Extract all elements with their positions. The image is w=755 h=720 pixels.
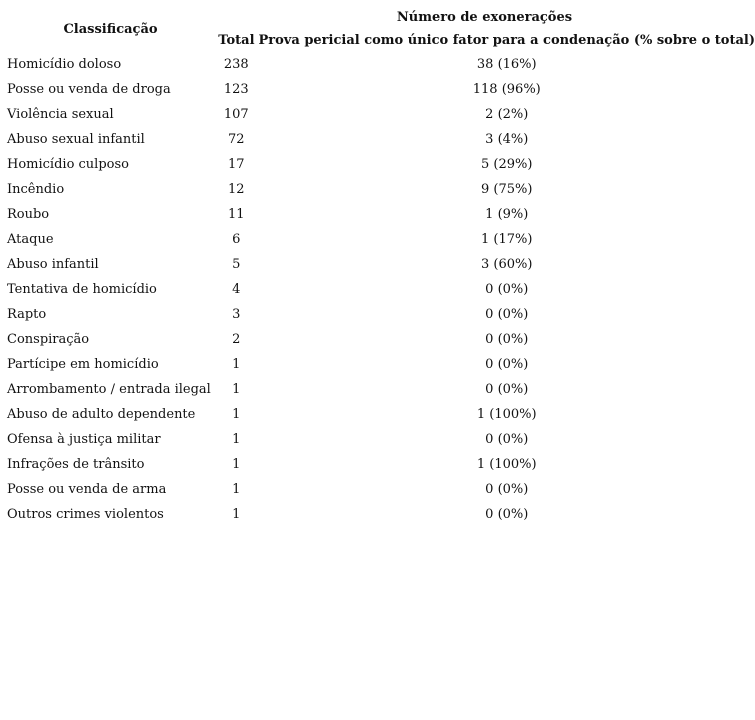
cell-forensic-only: 1 (17%) <box>481 232 533 247</box>
table-row <box>6 127 755 152</box>
cell-total: 1 <box>232 482 241 497</box>
cell-forensic-only: 0 (0%) <box>485 432 529 447</box>
cell-classification: Posse ou venda de droga <box>7 82 171 97</box>
cell-total: 1 <box>232 507 241 522</box>
cell-classification: Homicídio culposo <box>7 157 129 172</box>
cell-total: 6 <box>232 232 241 247</box>
cell-forensic-only: 3 (60%) <box>481 257 533 272</box>
cell-classification: Tentativa de homicídio <box>7 282 157 297</box>
cell-total: 12 <box>227 182 245 197</box>
table-row <box>6 502 755 527</box>
cell-total: 17 <box>227 157 245 172</box>
table-row <box>6 277 755 302</box>
cell-classification: Abuso de adulto dependente <box>7 407 196 422</box>
cell-classification: Posse ou venda de arma <box>7 482 167 497</box>
table-row <box>6 202 755 227</box>
cell-classification: Homicídio doloso <box>7 57 122 72</box>
cell-forensic-only: 3 (4%) <box>485 132 529 147</box>
cell-classification: Outros crimes violentos <box>7 507 164 522</box>
cell-total: 1 <box>232 457 241 472</box>
cell-forensic-only: 118 (96%) <box>472 82 541 97</box>
header-row-top <box>6 6 755 29</box>
cell-classification: Partícipe em homicídio <box>7 357 159 372</box>
cell-forensic-only: 2 (2%) <box>485 107 529 122</box>
exonerations-table <box>6 6 755 527</box>
cell-total: 3 <box>232 307 241 322</box>
cell-total: 2 <box>232 332 241 347</box>
cell-total: 107 <box>223 107 249 122</box>
cell-classification: Infrações de trânsito <box>7 457 145 472</box>
table-row <box>6 52 755 77</box>
cell-forensic-only: 0 (0%) <box>485 382 529 397</box>
table-row <box>6 177 755 202</box>
cell-total: 1 <box>232 382 241 397</box>
cell-classification: Abuso sexual infantil <box>7 132 145 147</box>
cell-forensic-only: 0 (0%) <box>485 482 529 497</box>
table-row <box>6 427 755 452</box>
cell-total: 1 <box>232 432 241 447</box>
table-row <box>6 252 755 277</box>
table-row <box>6 227 755 252</box>
cell-total: 72 <box>227 132 245 147</box>
table-row <box>6 102 755 127</box>
cell-total: 4 <box>232 282 241 297</box>
cell-total: 11 <box>227 207 245 222</box>
cell-classification: Abuso infantil <box>7 257 99 272</box>
table-body <box>6 52 755 527</box>
cell-classification: Ataque <box>7 232 54 247</box>
cell-total: 123 <box>223 82 249 97</box>
cell-classification: Conspiração <box>7 332 90 347</box>
table-row <box>6 352 755 377</box>
header-total: Total <box>218 33 255 48</box>
header-exonerations-group: Número de exonerações <box>396 10 573 25</box>
table-row <box>6 377 755 402</box>
table-row <box>6 77 755 102</box>
cell-total: 1 <box>232 357 241 372</box>
cell-forensic-only: 0 (0%) <box>485 507 529 522</box>
table-row <box>6 452 755 477</box>
cell-classification: Roubo <box>7 207 50 222</box>
cell-classification: Arrombamento / entrada ilegal <box>7 382 211 397</box>
cell-forensic-only: 1 (100%) <box>476 407 537 422</box>
cell-classification: Ofensa à justiça militar <box>7 432 161 447</box>
cell-total: 238 <box>223 57 249 72</box>
cell-classification: Rapto <box>7 307 47 322</box>
table-row <box>6 477 755 502</box>
cell-forensic-only: 0 (0%) <box>485 282 529 297</box>
cell-total: 5 <box>232 257 241 272</box>
cell-forensic-only: 0 (0%) <box>485 357 529 372</box>
table-row <box>6 402 755 427</box>
table-header <box>6 6 755 52</box>
cell-forensic-only: 1 (9%) <box>485 207 529 222</box>
cell-forensic-only: 0 (0%) <box>485 307 529 322</box>
cell-classification: Incêndio <box>7 182 65 197</box>
table-row <box>6 327 755 352</box>
cell-total: 1 <box>232 407 241 422</box>
table-row <box>6 152 755 177</box>
table-row <box>6 302 755 327</box>
cell-forensic-only: 0 (0%) <box>485 332 529 347</box>
header-classification: Classificação <box>63 21 158 37</box>
cell-forensic-only: 1 (100%) <box>476 457 537 472</box>
cell-classification: Violência sexual <box>7 107 114 122</box>
cell-forensic-only: 38 (16%) <box>476 57 537 72</box>
header-forensic-only: Prova pericial como único fator para a condenação (% sobre o total) <box>258 33 755 48</box>
cell-forensic-only: 9 (75%) <box>481 182 533 197</box>
cell-forensic-only: 5 (29%) <box>481 157 533 172</box>
